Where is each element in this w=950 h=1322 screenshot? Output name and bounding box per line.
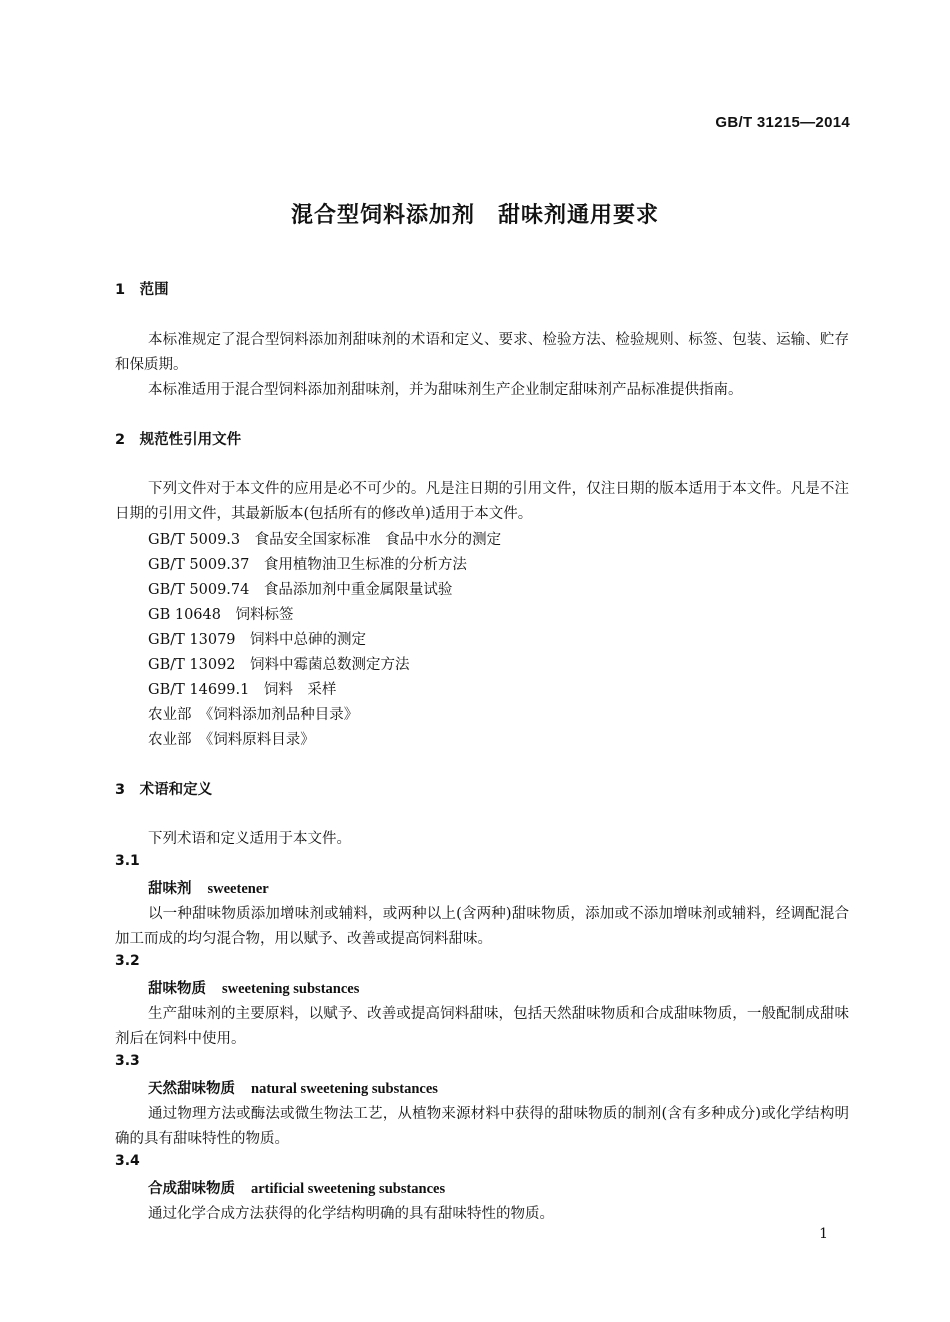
clause-number: 3.2 — [115, 953, 140, 969]
section-heading-scope: 1 范围 — [115, 282, 169, 298]
reference-item: GB/T 13092 饲料中霉菌总数测定方法 — [148, 657, 410, 673]
reference-item: GB/T 5009.74 食品添加剂中重金属限量试验 — [148, 582, 453, 598]
reference-item: 农业部 《饲料添加剂品种目录》 — [148, 707, 359, 723]
reference-item: GB/T 14699.1 饲料 采样 — [148, 682, 337, 698]
term-zh: 天然甜味物质 — [148, 1081, 235, 1097]
clause-number: 3.4 — [115, 1153, 140, 1169]
clause-number: 3.3 — [115, 1053, 140, 1069]
standard-number: GB/T 31215—2014 — [715, 114, 850, 131]
reference-item: GB 10648 饲料标签 — [148, 607, 294, 623]
references-intro: 下列文件对于本文件的应用是必不可少的。凡是注日期的引用文件，仅注日期的版本适用于本文件。凡是不注日期的引用文件，其最新版本(包括所有的修改单)适用于本文件。 — [115, 481, 849, 522]
term-zh: 合成甜味物质 — [148, 1181, 235, 1197]
term-title — [148, 977, 359, 998]
term-zh: 甜味物质 — [148, 981, 206, 997]
reference-item: 农业部 《饲料原料目录》 — [148, 732, 315, 748]
term-definition: 生产甜味剂的主要原料，以赋予、改善或提高饲料甜味，包括天然甜味物质和合成甜味物质，一般配制成甜味剂后在饲料中使用。 — [115, 1006, 849, 1047]
reference-item: GB/T 13079 饲料中总砷的测定 — [148, 632, 367, 648]
scope-paragraph-2: 本标准适用于混合型饲料添加剂甜味剂，并为甜味剂生产企业制定甜味剂产品标准提供指南。 — [148, 382, 743, 398]
clause-number: 3.1 — [115, 853, 140, 869]
term-definition: 通过物理方法或酶法或微生物法工艺，从植物来源材料中获得的甜味物质的制剂(含有多种成分)或化学结构明确的具有甜味特性的物质。 — [115, 1106, 849, 1147]
page-number: 1 — [819, 1226, 828, 1242]
terms-intro: 下列术语和定义适用于本文件。 — [148, 831, 351, 847]
document-title: 混合型饲料添加剂 甜味剂通用要求 — [290, 203, 659, 228]
term-en: sweetening substances — [222, 981, 360, 997]
section-heading-terms: 3 术语和定义 — [115, 782, 213, 798]
section-heading-references: 2 规范性引用文件 — [115, 432, 242, 448]
term-title — [148, 877, 269, 898]
term-definition: 以一种甜味物质添加增味剂或辅料，或两种以上(含两种)甜味物质，添加或不添加增味剂或辅料，经调配混合加工而成的均匀混合物，用以赋予、改善或提高饲料甜味。 — [115, 906, 849, 947]
term-definition: 通过化学合成方法获得的化学结构明确的具有甜味特性的物质。 — [148, 1206, 554, 1222]
reference-item: GB/T 5009.37 食用植物油卫生标准的分析方法 — [148, 557, 467, 573]
term-zh: 甜味剂 — [148, 881, 192, 897]
term-en: artificial sweetening substances — [251, 1181, 446, 1197]
term-en: natural sweetening substances — [251, 1081, 438, 1097]
term-en: sweetener — [207, 881, 269, 897]
term-title — [148, 1177, 445, 1198]
reference-item: GB/T 5009.3 食品安全国家标准 食品中水分的测定 — [148, 532, 502, 548]
scope-paragraph-1: 本标准规定了混合型饲料添加剂甜味剂的术语和定义、要求、检验方法、检验规则、标签、包装、运输、贮存和保质期。 — [115, 332, 849, 373]
term-title — [148, 1077, 438, 1098]
